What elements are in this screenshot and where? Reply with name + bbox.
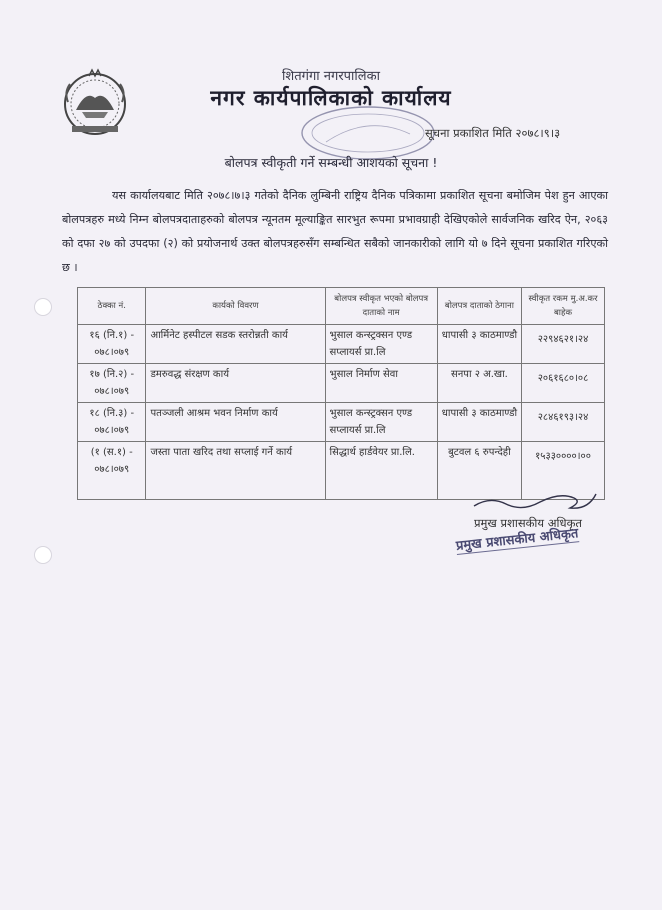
amount-cell [522, 364, 605, 403]
bidder-address-cell: धापासी ३ काठमाण्डौ [437, 403, 521, 442]
description-cell: डमरुवद्ध संरक्षण कार्य [146, 364, 325, 403]
amount-value: १५३३००००।०० [535, 451, 591, 462]
description-cell: जस्ता पाता खरिद तथा सप्लाई गर्ने कार्य [146, 442, 325, 500]
bidder-name-cell: भुसाल कन्स्ट्रक्सन एण्ड सप्लायर्स प्रा.लि [325, 403, 437, 442]
notice-subject: बोलपत्र स्वीकृती गर्ने सम्बन्धी आशयको सूचना ! [224, 155, 438, 170]
contract-no-cell: १८ (नि.३) - ०७८।०७९ [78, 403, 146, 442]
notice-body: यस कार्यालयबाट मिति २०७८।७।३ गतेको दैनिक लुम्बिनी राष्ट्रिय दैनिक पत्रिकामा प्रकाशित सूचना बमोजिम पेश हुन आएका बोलपत्रहरु मध्ये निम्न बोलपत्रदाताहरुको बोलपत्र न्यूनतम मूल्याङ्कित सारभुत रूपमा प्रभावग्राही देखिएकोले सार्वजनिक खरिद ऐन, २०६३ को दफा २७ को उपदफा (२) को प्रयोजनार्थ उक्त बोलपत्रहरुसँग सम्बन्धित सबैको जानकारीको लागि यो ७ दिने सूचना प्रकाशित गरिएको छ । [62, 189, 608, 274]
table-row [78, 403, 605, 442]
header-description: कार्यको विवरण [146, 288, 325, 325]
handwritten-signature-icon [470, 488, 600, 514]
table-row [78, 325, 605, 364]
bidder-name-cell: भुसाल निर्माण सेवा [325, 364, 437, 403]
description-cell: पतञ्जली आश्रम भवन निर्माण कार्य [146, 403, 325, 442]
bidder-name-cell: भुसाल कन्स्ट्रक्सन एण्ड सप्लायर्स प्रा.लि [325, 325, 437, 364]
punch-hole-bottom [34, 546, 52, 564]
description-cell: आर्मिनेट हस्पीटल सडक स्तरोन्नती कार्य [146, 325, 325, 364]
published-date: सूचना प्रकाशित मिति २०७८।९।३ [425, 126, 561, 140]
signatory-stamp: प्रमुख प्रशासकीय अधिकृत [455, 523, 579, 555]
bidder-address-cell: सनपा २ अ.खा. [437, 364, 521, 403]
header-bidder-address: बोलपत्र दाताको ठेगाना [437, 288, 521, 325]
table-header-row [78, 288, 605, 325]
header-contract-no: ठेक्का नं. [78, 288, 146, 325]
signatory-title: प्रमुख प्रशासकीय अधिकृत [474, 516, 582, 530]
amount-cell [522, 403, 605, 442]
bidder-address-cell: धापासी ३ काठमाण्डौ [437, 325, 521, 364]
amount-cell [522, 325, 605, 364]
amount-value: २२९४६२१।२४ [537, 334, 589, 345]
table-row [78, 364, 605, 403]
bidder-name-cell: सिद्धार्थ हार्डवेयर प्रा.लि. [325, 442, 437, 500]
header-amount: स्वीकृत रकम मु.अ.कर बाहेक [522, 288, 605, 325]
contract-no-cell: १७ (नि.२) - ०७८।०७९ [78, 364, 146, 403]
tender-table [77, 287, 605, 500]
amount-value: २८४६१९३।२४ [537, 412, 589, 423]
punch-hole-top [34, 298, 52, 316]
bidder-address-cell: बुटवल ६ रुपन्देही [437, 442, 521, 500]
amount-value: २०६१६८०।०८ [537, 373, 589, 384]
header-bidder-name: बोलपत्र स्वीकृत भएको बोलपत्र दाताको नाम [325, 288, 437, 325]
municipality-name: शितगंगा नगरपालिका [282, 69, 380, 84]
office-title: नगर कार्यपालिकाको कार्यालय [210, 86, 452, 110]
contract-no-cell: (१ (स.१) - ०७८।०७९ [78, 442, 146, 500]
contract-no-cell: १६ (नि.१) - ०७८।०७९ [78, 325, 146, 364]
